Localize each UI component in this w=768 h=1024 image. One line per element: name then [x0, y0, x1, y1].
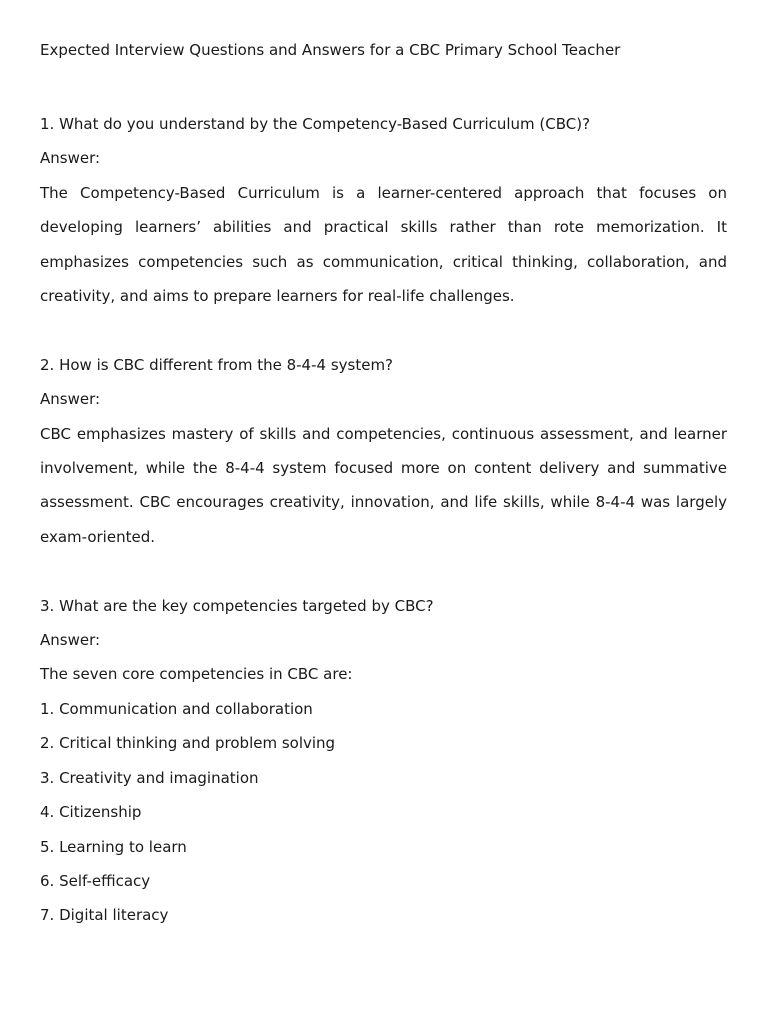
- competencies-list: [40, 692, 727, 933]
- question-3: 3. What are the key competencies targeted by CBC?: [40, 596, 434, 615]
- list-item: 6. Self-efficacy: [40, 871, 151, 890]
- question-2: 2. How is CBC different from the 8-4-4 system?: [40, 355, 394, 374]
- competencies-intro: The seven core competencies in CBC are:: [40, 665, 353, 684]
- list-item: 7. Digital literacy: [40, 906, 169, 925]
- answer-1: The Competency-Based Curriculum is a learner-centered approach that focuses on developing learners’ abilities and practical skills rather than rote memorization. It emphasizes competencies such as communication, critical thinking, collaboration, and creativity, and aims to prepare learners for real-life challenges.: [40, 183, 727, 306]
- answer-label-1: Answer:: [40, 149, 101, 168]
- qa-section-3: [40, 589, 727, 933]
- document-page: [40, 38, 727, 933]
- list-item: 3. Creativity and imagination: [40, 768, 259, 787]
- answer-label-3: Answer:: [40, 631, 101, 650]
- qa-section-2: [40, 348, 727, 554]
- list-item: 2. Critical thinking and problem solving: [40, 734, 336, 753]
- answer-label-2: Answer:: [40, 390, 101, 409]
- list-item: 4. Citizenship: [40, 803, 142, 822]
- answer-2: CBC emphasizes mastery of skills and competencies, continuous assessment, and learner involvement, while the 8-4-4 system focused more on content delivery and summative assessment. CBC encourages creativity, innovation, and life skills, while 8-4-4 was largely exam-oriented.: [40, 424, 727, 546]
- list-item: 5. Learning to learn: [40, 837, 187, 856]
- list-item: 1. Communication and collaboration: [40, 699, 313, 718]
- qa-section-1: [40, 107, 727, 313]
- document-title: Expected Interview Questions and Answers for a CBC Primary School Teacher: [40, 41, 621, 59]
- question-1: 1. What do you understand by the Competency-Based Curriculum (CBC)?: [40, 115, 591, 133]
